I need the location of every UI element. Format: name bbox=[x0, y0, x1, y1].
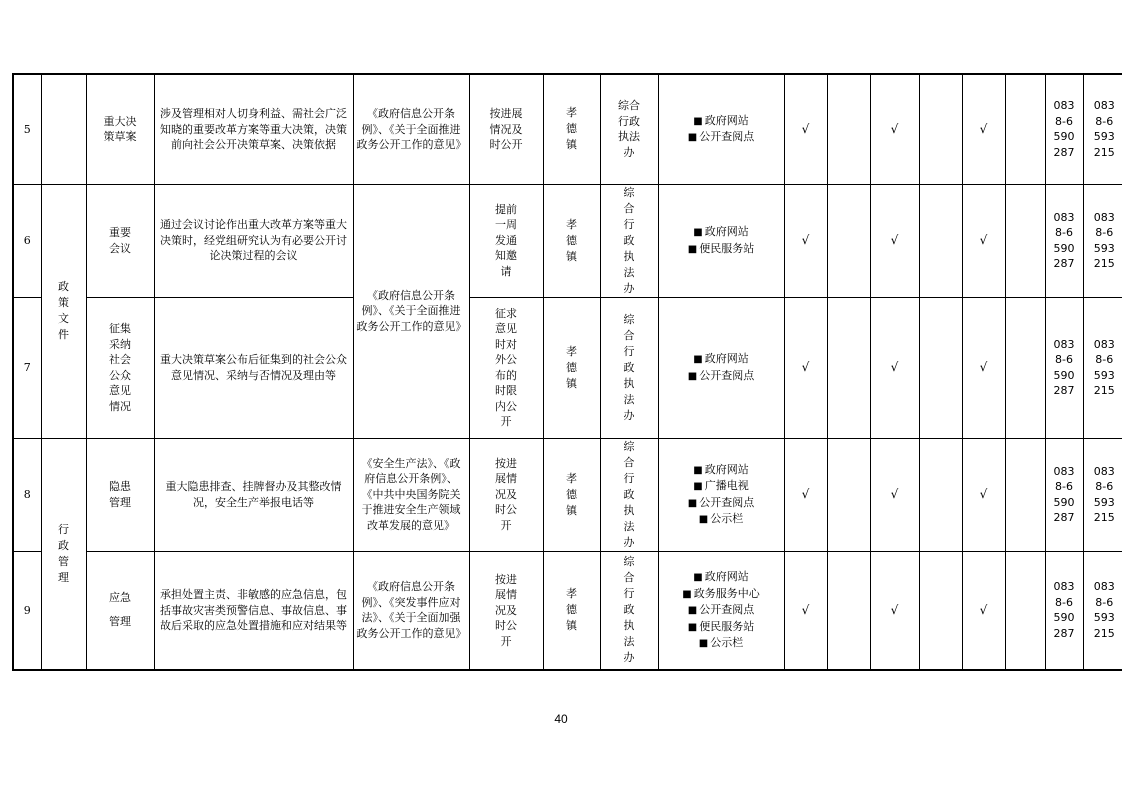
channels-cell bbox=[658, 297, 784, 438]
row-index: 6 bbox=[13, 184, 41, 297]
dept-cell: 综合行政执法办 bbox=[600, 297, 658, 438]
check-cell bbox=[1005, 551, 1045, 670]
phone-cell: 0838-6590287 bbox=[1045, 551, 1083, 670]
square-bullet-icon: ■ bbox=[687, 370, 698, 382]
item-name: 应急管理 bbox=[86, 551, 154, 670]
table-row bbox=[13, 74, 1122, 184]
basis-cell: 《政府信息公开条例》、《关于全面推进政务公开工作的意见》 bbox=[353, 74, 469, 184]
check-cell: √ bbox=[784, 74, 827, 184]
channel-item bbox=[662, 224, 781, 241]
channels-cell bbox=[658, 74, 784, 184]
dept-cell: 综合行政执法办 bbox=[600, 438, 658, 551]
channel-label: 便民服务站 bbox=[699, 619, 755, 633]
group-cell-empty bbox=[41, 74, 86, 184]
channel-label: 政府网站 bbox=[704, 225, 749, 238]
subject-cell: 孝德镇 bbox=[543, 184, 600, 297]
item-name: 重要会议 bbox=[86, 184, 154, 297]
channel-item bbox=[662, 511, 781, 528]
page-number: 40 bbox=[554, 712, 568, 726]
phone-cell: 0838-6593215 bbox=[1083, 74, 1122, 184]
phone-cell: 0838-6590287 bbox=[1045, 297, 1083, 438]
timing-cell: 提前一周发通知邀请 bbox=[469, 184, 543, 297]
check-cell bbox=[919, 438, 962, 551]
square-bullet-icon: ■ bbox=[687, 621, 698, 633]
channel-item bbox=[662, 368, 781, 385]
basis-cell: 《政府信息公开条例》、《突发事件应对法》、《关于全面加强政务公开工作的意见》 bbox=[353, 551, 469, 670]
check-cell: √ bbox=[962, 74, 1005, 184]
channel-label: 公开查阅点 bbox=[699, 603, 755, 616]
square-bullet-icon: ■ bbox=[693, 227, 703, 238]
check-cell: √ bbox=[870, 297, 919, 438]
check-cell: √ bbox=[870, 438, 919, 551]
check-cell bbox=[1005, 438, 1045, 551]
channel-label: 公开查阅点 bbox=[699, 130, 755, 144]
item-name: 征集采纳社会公众意见情况 bbox=[86, 297, 154, 438]
subject-cell: 孝德镇 bbox=[543, 551, 600, 670]
check-cell bbox=[1005, 184, 1045, 297]
phone-cell: 0838-6593215 bbox=[1083, 438, 1122, 551]
check-cell: √ bbox=[962, 438, 1005, 551]
check-cell bbox=[1005, 297, 1045, 438]
row-index: 7 bbox=[13, 297, 41, 438]
check-cell bbox=[919, 74, 962, 184]
check-cell bbox=[827, 438, 870, 551]
phone-cell: 0838-6590287 bbox=[1045, 74, 1083, 184]
row-index: 5 bbox=[13, 74, 41, 184]
dept-cell: 综合行政执法办 bbox=[600, 551, 658, 670]
channel-item bbox=[662, 602, 781, 619]
square-bullet-icon: ■ bbox=[698, 638, 709, 649]
square-bullet-icon: ■ bbox=[687, 605, 698, 616]
square-bullet-icon: ■ bbox=[693, 115, 703, 127]
check-cell: √ bbox=[784, 297, 827, 438]
channel-item bbox=[662, 478, 781, 495]
check-cell: √ bbox=[962, 551, 1005, 670]
square-bullet-icon: ■ bbox=[687, 243, 698, 255]
check-cell bbox=[827, 297, 870, 438]
square-bullet-icon: ■ bbox=[687, 132, 698, 144]
check-cell: √ bbox=[962, 184, 1005, 297]
channel-label: 政府网站 bbox=[704, 113, 749, 127]
subject-cell: 孝德镇 bbox=[543, 297, 600, 438]
check-cell bbox=[919, 184, 962, 297]
table-row bbox=[13, 438, 1122, 551]
check-cell bbox=[1005, 74, 1045, 184]
content-cell: 重大决策草案公布后征集到的社会公众意见情况、采纳与否情况及理由等 bbox=[154, 297, 353, 438]
table-row bbox=[13, 551, 1122, 670]
basis-cell: 《安全生产法》、《政府信息公开条例》、《中共中央国务院关于推进安全生产领域改革发展的意见》 bbox=[353, 438, 469, 551]
table-row bbox=[13, 184, 1122, 297]
check-cell: √ bbox=[870, 551, 919, 670]
channel-label: 政府网站 bbox=[704, 462, 749, 476]
square-bullet-icon: ■ bbox=[693, 481, 703, 492]
channel-item bbox=[662, 113, 781, 130]
item-name: 隐患管理 bbox=[86, 438, 154, 551]
check-cell bbox=[827, 184, 870, 297]
table-row bbox=[13, 297, 1122, 438]
channel-label: 广播电视 bbox=[704, 479, 749, 492]
channel-label: 公示栏 bbox=[710, 512, 744, 525]
channel-label: 政务服务中心 bbox=[693, 586, 760, 600]
channel-item bbox=[662, 569, 781, 586]
timing-cell: 按进展情况及时公开 bbox=[469, 438, 543, 551]
check-cell bbox=[919, 551, 962, 670]
square-bullet-icon: ■ bbox=[687, 497, 698, 509]
square-bullet-icon: ■ bbox=[682, 588, 692, 600]
phone-cell: 0838-6593215 bbox=[1083, 184, 1122, 297]
square-bullet-icon: ■ bbox=[693, 354, 703, 365]
timing-cell: 征求意见时对外公布的时限内公开 bbox=[469, 297, 543, 438]
channel-item bbox=[662, 586, 781, 603]
channel-label: 公示栏 bbox=[710, 636, 744, 649]
timing-cell: 按进展情况及时公开 bbox=[469, 74, 543, 184]
dept-cell: 综合行政执法办 bbox=[600, 74, 658, 184]
channel-label: 便民服务站 bbox=[699, 241, 755, 255]
channel-label: 公开查阅点 bbox=[699, 495, 755, 509]
check-cell: √ bbox=[870, 74, 919, 184]
timing-cell: 按进展情况及时公开 bbox=[469, 551, 543, 670]
channel-item bbox=[662, 462, 781, 479]
check-cell bbox=[827, 551, 870, 670]
check-cell bbox=[919, 297, 962, 438]
channel-item bbox=[662, 129, 781, 146]
check-cell: √ bbox=[962, 297, 1005, 438]
square-bullet-icon: ■ bbox=[693, 572, 703, 583]
phone-cell: 0838-6590287 bbox=[1045, 438, 1083, 551]
channel-item bbox=[662, 495, 781, 512]
phone-cell: 0838-6590287 bbox=[1045, 184, 1083, 297]
phone-cell: 0838-6593215 bbox=[1083, 297, 1122, 438]
item-name: 重大决策草案 bbox=[86, 74, 154, 184]
channel-label: 政府网站 bbox=[704, 570, 749, 583]
content-cell: 涉及管理相对人切身利益、需社会广泛知晓的重要改革方案等重大决策，决策前向社会公开决策草案、决策依据 bbox=[154, 74, 353, 184]
channel-item bbox=[662, 635, 781, 652]
channel-item bbox=[662, 351, 781, 368]
row-index: 9 bbox=[13, 551, 41, 670]
channel-label: 政府网站 bbox=[704, 352, 749, 365]
group-administrative-management: 行政管理 bbox=[41, 438, 86, 670]
subject-cell: 孝德镇 bbox=[543, 74, 600, 184]
channel-item bbox=[662, 241, 781, 258]
check-cell: √ bbox=[784, 438, 827, 551]
content-cell: 承担处置主责、非敏感的应急信息，包括事故灾害类预警信息、事故信息、事故后采取的应急处置措施和应对结果等 bbox=[154, 551, 353, 670]
check-cell: √ bbox=[870, 184, 919, 297]
dept-cell: 综合行政执法办 bbox=[600, 184, 658, 297]
subject-cell: 孝德镇 bbox=[543, 438, 600, 551]
group-policy-documents: 政策文件 bbox=[41, 184, 86, 438]
row-index: 8 bbox=[13, 438, 41, 551]
channels-cell bbox=[658, 551, 784, 670]
content-cell: 通过会议讨论作出重大改革方案等重大决策时，经党组研究认为有必要公开讨论决策过程的会议 bbox=[154, 184, 353, 297]
channels-cell bbox=[658, 184, 784, 297]
phone-cell: 0838-6593215 bbox=[1083, 551, 1122, 670]
check-cell bbox=[827, 74, 870, 184]
basis-cell: 《政府信息公开条例》、《关于全面推进政务公开工作的意见》 bbox=[353, 184, 469, 438]
channels-cell bbox=[658, 438, 784, 551]
channel-item bbox=[662, 619, 781, 636]
disclosure-table bbox=[12, 73, 1122, 671]
check-cell: √ bbox=[784, 184, 827, 297]
content-cell: 重大隐患排查、挂牌督办及其整改情况，安全生产举报电话等 bbox=[154, 438, 353, 551]
channel-label: 公开查阅点 bbox=[699, 368, 755, 382]
square-bullet-icon: ■ bbox=[698, 514, 709, 525]
square-bullet-icon: ■ bbox=[693, 464, 703, 476]
check-cell: √ bbox=[784, 551, 827, 670]
